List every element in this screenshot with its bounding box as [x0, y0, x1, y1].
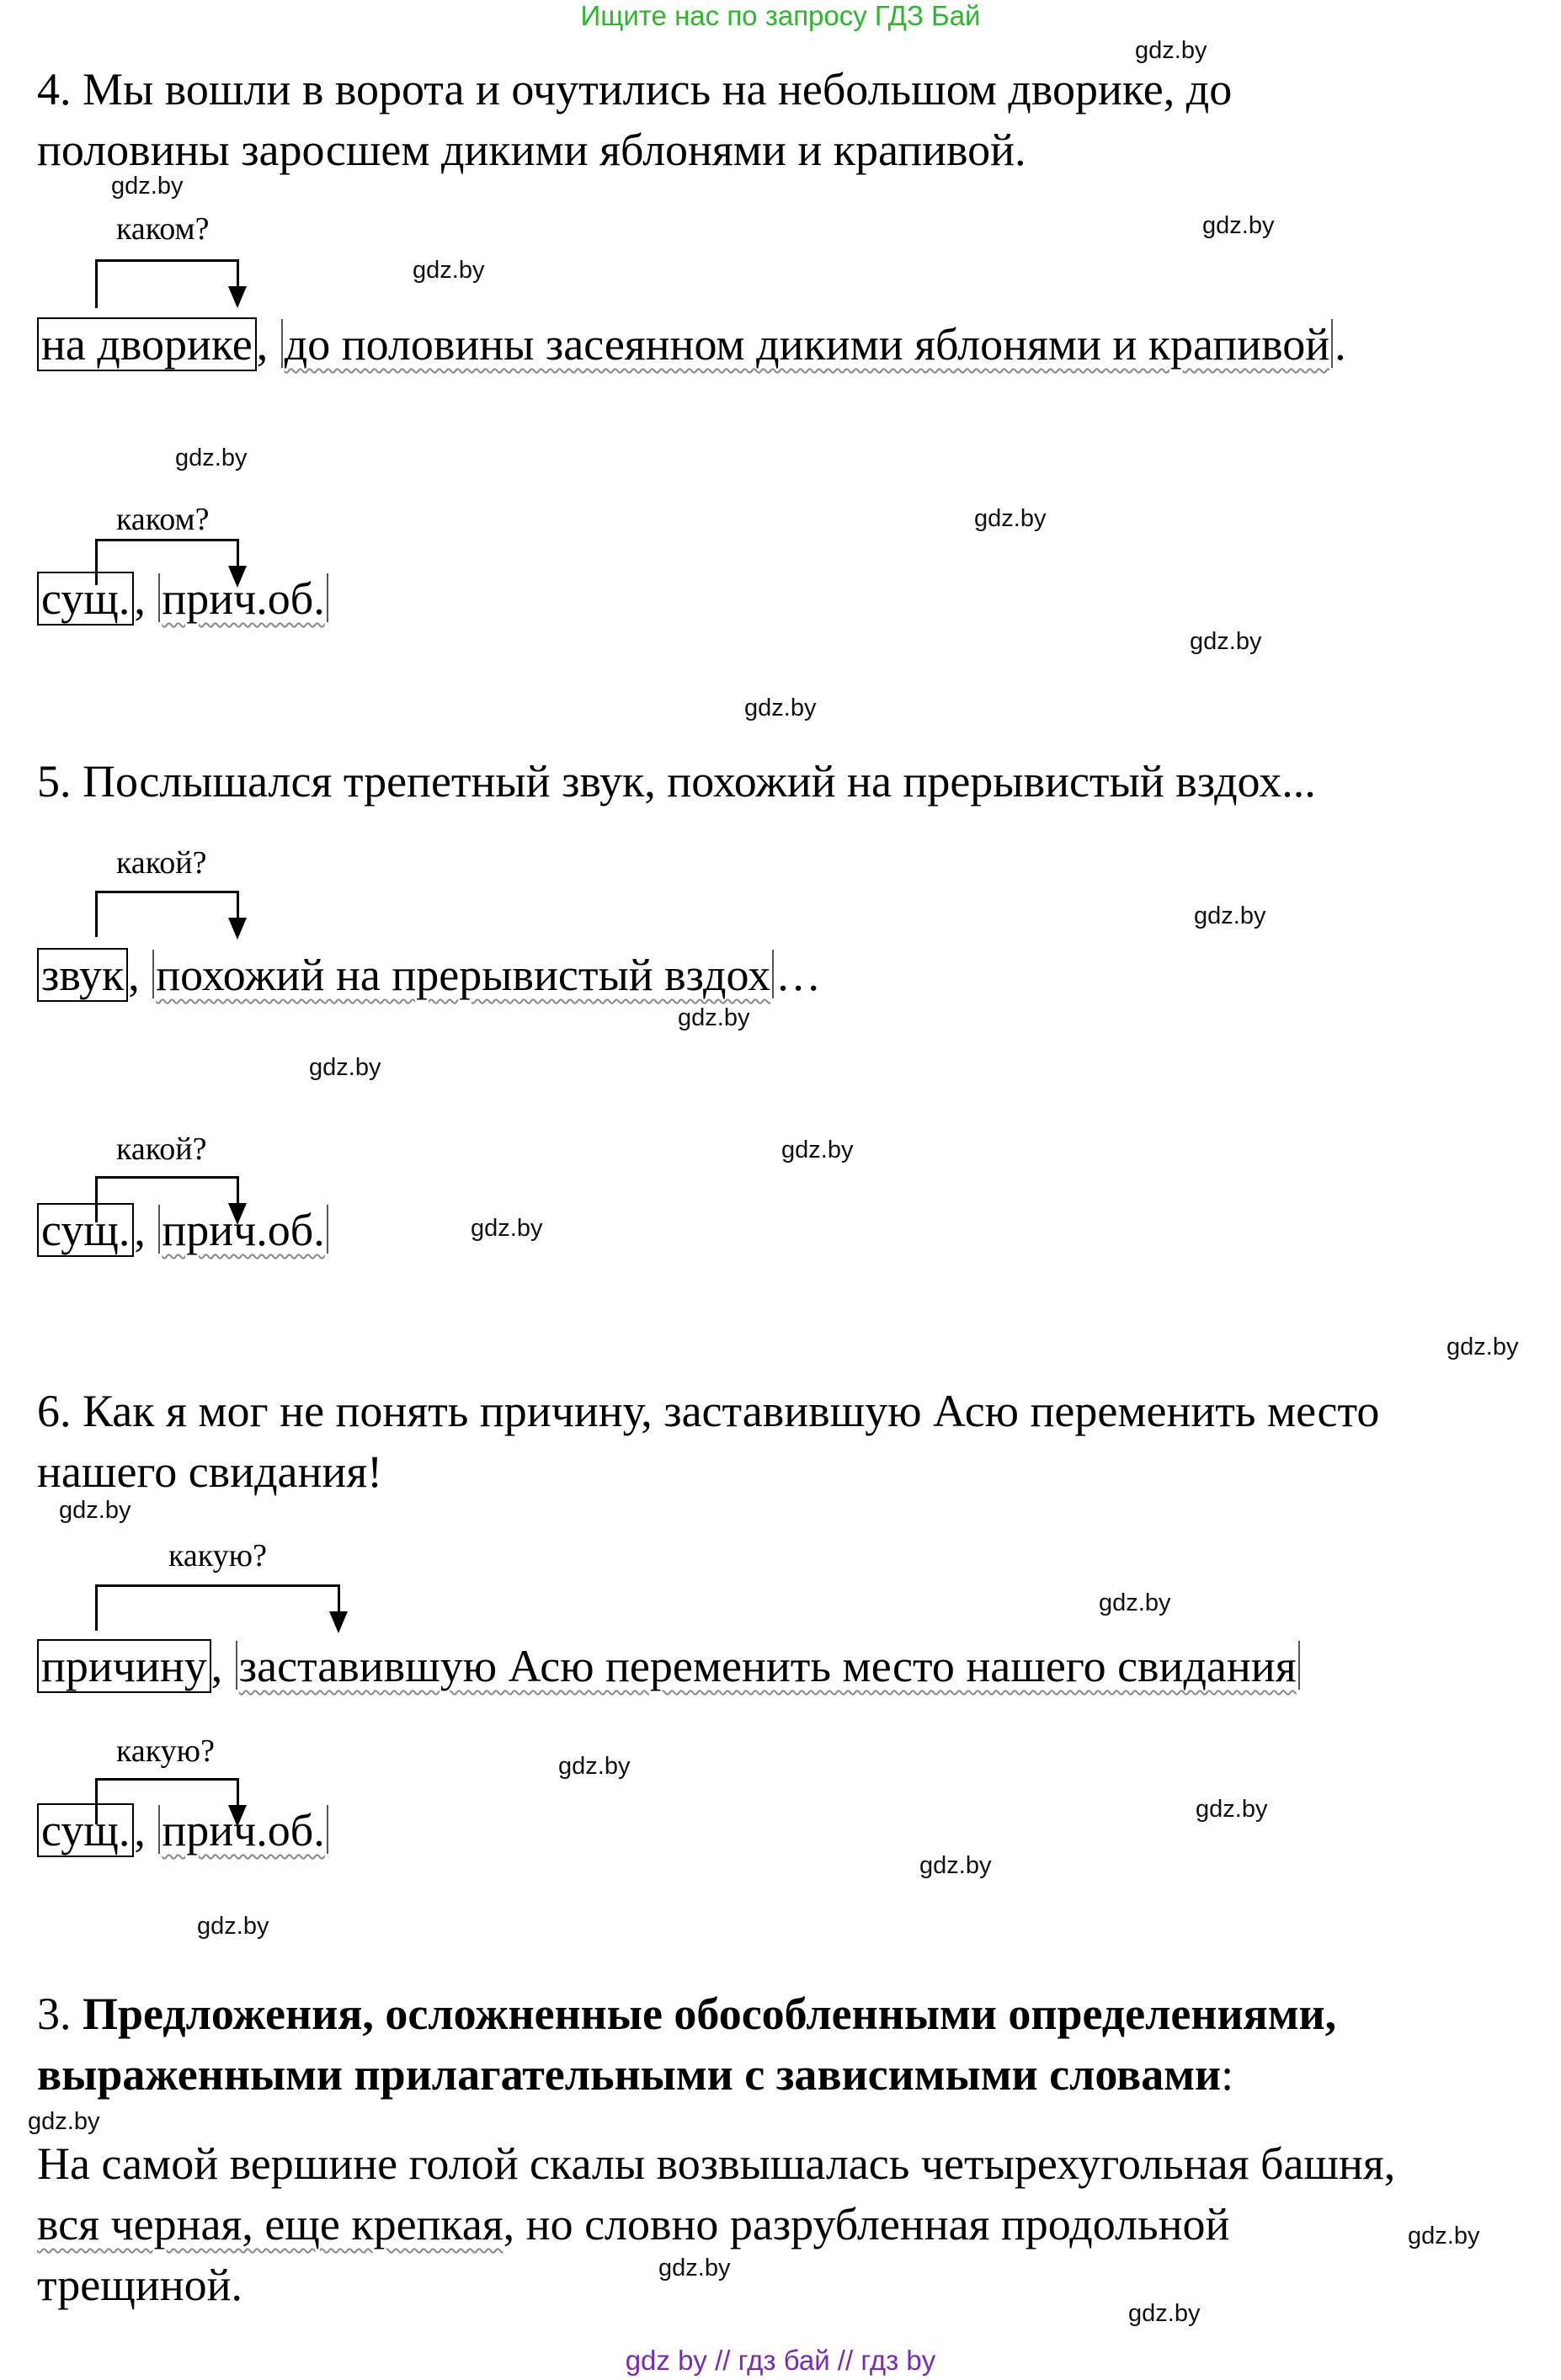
defined-word-box: причину [37, 1639, 211, 1693]
watermark: gdz.by [28, 2108, 100, 2135]
watermark: gdz.by [1408, 2223, 1480, 2250]
arrow-shaft [237, 539, 239, 569]
sentence-5-line-1: 5. Послышался трепетный звук, похожий на прерывистый вздох... [37, 756, 1316, 807]
arrow-shaft [237, 1176, 239, 1206]
arrow-down-icon [228, 918, 247, 940]
arrow-top-line [95, 1584, 339, 1587]
watermark: gdz.by [197, 1913, 269, 1940]
adjective-phrase: вся черная, еще крепкая [37, 2199, 503, 2250]
boundary-bar [152, 950, 154, 998]
boundary-bar [158, 573, 160, 622]
arrow-start-line [95, 1584, 98, 1631]
boundary-bar [327, 1205, 328, 1254]
question-label: какой? [116, 845, 207, 881]
noun-box: сущ. [37, 572, 134, 626]
watermark: gdz.by [1128, 2300, 1201, 2327]
sentence-4-line-1: 4. Мы вошли в ворота и очутились на небольшом дворике, до [37, 64, 1233, 114]
defined-word-box: звук [37, 948, 128, 1002]
watermark: gdz.by [471, 1215, 543, 1242]
sentence-6-line-2: нашего свидания! [37, 1446, 383, 1497]
watermark: gdz.by [1446, 1334, 1519, 1360]
arrow-shaft [338, 1584, 340, 1615]
boundary-bar [327, 1805, 328, 1854]
participle-label: прич.об. [162, 1205, 325, 1255]
arrow-down-icon [329, 1611, 348, 1633]
arrow-shaft [237, 259, 239, 290]
arrow-top-line [95, 1176, 238, 1179]
watermark: gdz.by [59, 1497, 131, 1524]
watermark: gdz.by [781, 1137, 854, 1163]
arrow-start-line [95, 259, 98, 308]
boundary-bar [772, 950, 774, 998]
top-banner[interactable]: Ищите нас по запросу ГДЗ Бай [580, 0, 981, 31]
section-3-text-line-2: вся черная, еще крепкая, но словно разрубленная продольной [37, 2199, 1230, 2250]
watermark: gdz.by [974, 505, 1047, 532]
watermark: gdz.by [658, 2255, 731, 2281]
participle-label: прич.об. [162, 573, 325, 624]
boundary-bar [1331, 319, 1333, 368]
sentence-4-schema: сущ., прич.об. [37, 572, 330, 625]
noun-box: сущ. [37, 1203, 134, 1257]
question-label: какую? [168, 1538, 267, 1573]
watermark: gdz.by [558, 1753, 631, 1780]
section-3-heading-line-2: выраженными прилагательными с зависимыми словами: [37, 2049, 1234, 2100]
question-label: какой? [116, 1131, 207, 1167]
boundary-bar [236, 1641, 237, 1690]
arrow-top-line [95, 539, 238, 541]
watermark: gdz.by [413, 257, 485, 284]
sentence-6-line-1: 6. Как я мог не понять причину, заставившую Асю переменить место [37, 1386, 1380, 1436]
arrow-top-line [95, 259, 238, 262]
question-label: какую? [116, 1733, 215, 1769]
question-label: каком? [116, 211, 210, 247]
sentence-4-line-2: половины заросшем дикими яблонями и крапивой. [37, 125, 1026, 175]
watermark: gdz.by [1202, 212, 1275, 239]
watermark: gdz.by [744, 695, 817, 721]
arrow-shaft [237, 891, 239, 921]
watermark: gdz.by [1099, 1589, 1171, 1616]
boundary-bar [327, 573, 328, 622]
section-3-text-line-1: На самой вершине голой скалы возвышалась четырехугольная башня, [37, 2138, 1396, 2189]
participial-phrase: похожий на прерывистый вздох [156, 950, 771, 1000]
participial-phrase: до половины засеянном дикими яблонями и крапивой [284, 319, 1330, 370]
watermark: gdz.by [678, 1004, 750, 1031]
section-3-text-line-3: трещиной. [37, 2260, 243, 2310]
watermark: gdz.by [1196, 1796, 1268, 1823]
boundary-bar [1298, 1641, 1300, 1690]
sentence-6-parse: причину, заставившую Асю переменить место нашего свидания [37, 1640, 1302, 1692]
participial-phrase: заставившую Асю переменить место нашего свидания [238, 1641, 1297, 1691]
sentence-5-parse: звук, похожий на прерывистый вздох … [37, 949, 821, 1001]
sentence-6-schema: сущ., прич.об. [37, 1804, 330, 1856]
arrow-top-line [95, 891, 238, 893]
section-3-heading-line-1: 3. Предложения, осложненные обособленными определениями, [37, 1989, 1337, 2039]
watermark: gdz.by [1190, 628, 1262, 655]
watermark: gdz.by [1194, 902, 1266, 929]
sentence-4-parse: на дворике, до половины засеянном дикими яблонями и крапивой . [37, 318, 1346, 370]
participle-label: прич.об. [162, 1805, 325, 1856]
question-label: каком? [116, 502, 210, 537]
arrow-down-icon [228, 286, 247, 308]
arrow-start-line [95, 891, 98, 937]
arrow-top-line [95, 1778, 238, 1781]
watermark: gdz.by [111, 173, 184, 200]
watermark: gdz.by [1135, 37, 1207, 64]
watermark: gdz.by [175, 445, 248, 471]
sentence-5-schema: сущ., прич.об. [37, 1204, 330, 1256]
watermark: gdz.by [309, 1054, 381, 1081]
footer-links[interactable]: gdz by // гдз бай // гдз by [625, 2345, 936, 2376]
noun-box: сущ. [37, 1803, 134, 1857]
defined-word-box: на дворике [37, 317, 257, 371]
boundary-bar [281, 319, 283, 368]
watermark: gdz.by [919, 1852, 992, 1879]
boundary-bar [158, 1805, 160, 1854]
boundary-bar [158, 1205, 160, 1254]
